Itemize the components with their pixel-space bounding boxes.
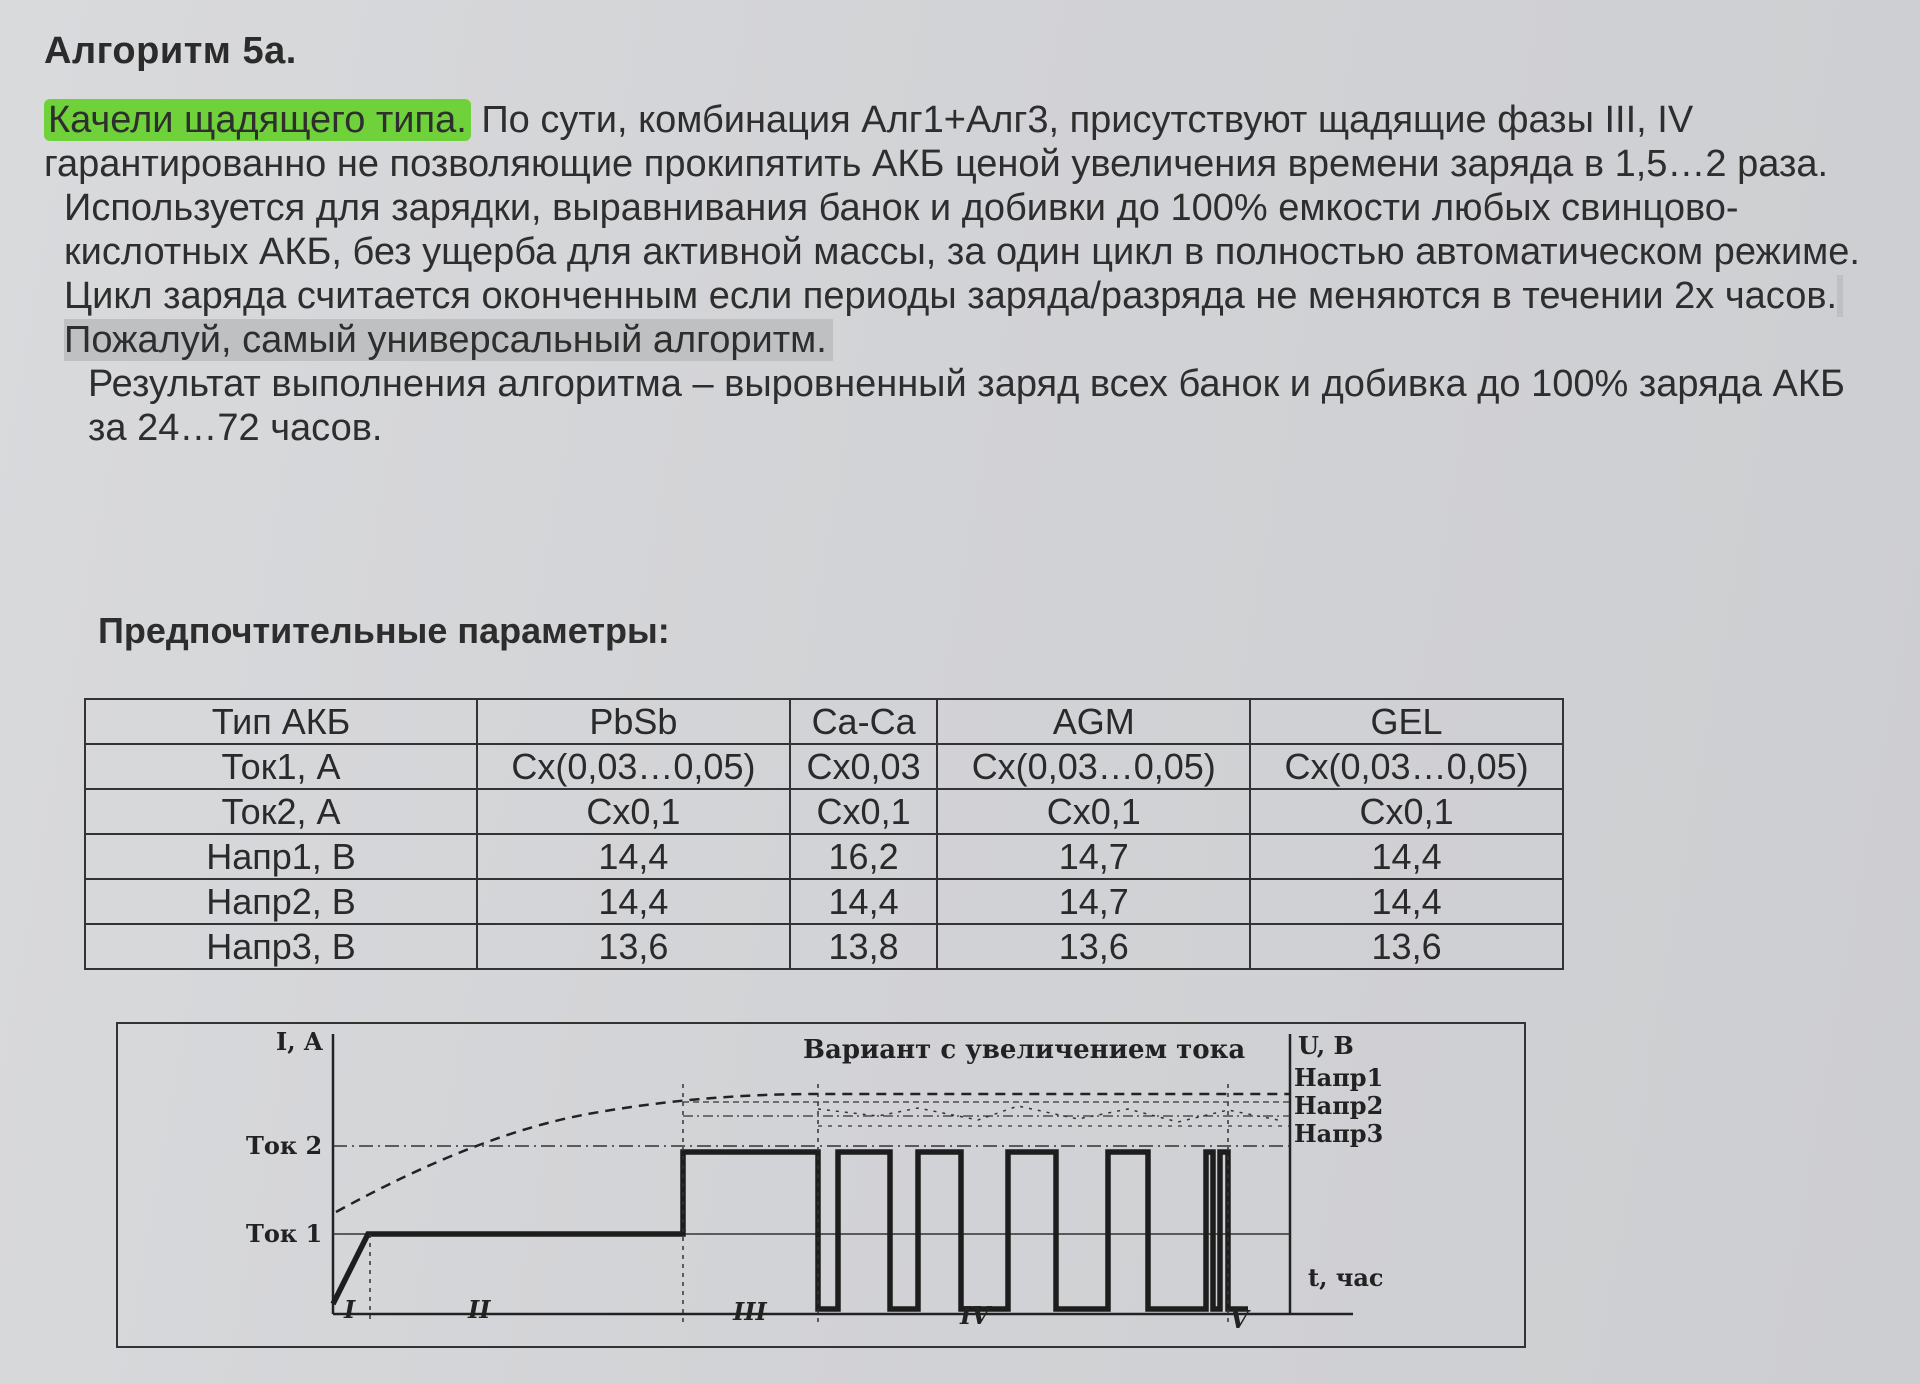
table-header-cell: PbSb: [477, 699, 790, 744]
table-row-label: Ток1, А: [85, 744, 477, 789]
phase-label-ii: II: [468, 1295, 491, 1324]
napr2-label: Напр2: [1294, 1091, 1384, 1120]
table-cell: 13,6: [477, 924, 790, 969]
napr1-label: Напр1: [1294, 1063, 1384, 1092]
parameters-subheading: Предпочтительные параметры:: [98, 610, 670, 651]
diagram-title: Вариант с увеличением тока: [803, 1035, 1246, 1065]
tok1-label: Ток 1: [246, 1219, 323, 1248]
current-waveform: [333, 1152, 1248, 1309]
phase-label-iv: IV: [960, 1301, 990, 1330]
paragraph-2-text: Используется для зарядки, выравнивания банок и добивки до 100% емкости любых свинцово-кислотных АКБ, без ущерба для активной массы, за один цикл в полностью автоматическом режиме. Цикл заряда считается оконченным если периоды заряда/разряда не меняются в течении 2х часов.: [64, 187, 1860, 317]
table-cell: Cx(0,03…0,05): [937, 744, 1250, 789]
phase-label-iii: III: [733, 1297, 767, 1326]
table-header-cell: Ca-Ca: [790, 699, 938, 744]
algorithm-heading: Алгоритм 5а.: [44, 30, 297, 72]
table-row-label: Напр3, В: [85, 924, 477, 969]
description-text: [44, 98, 1874, 450]
table-row: [85, 879, 1563, 924]
table-row: [85, 744, 1563, 789]
table-cell: Cx0,1: [790, 789, 938, 834]
phase-label-v: V: [1230, 1305, 1249, 1334]
table-cell: 14,4: [1250, 834, 1563, 879]
table-cell: 14,4: [477, 879, 790, 924]
table-cell: Cx(0,03…0,05): [477, 744, 790, 789]
paragraph-3: Результат выполнения алгоритма – выровненный заряд всех банок и добивка до 100% заряда АКБ за 24…72 часов.: [88, 363, 1845, 449]
table-cell: Cx(0,03…0,05): [1250, 744, 1563, 789]
table-cell: 13,8: [790, 924, 938, 969]
table-cell: 14,7: [937, 834, 1250, 879]
table-row-label: Ток2, А: [85, 789, 477, 834]
highlighted-sentence: Пожалуй, самый универсальный алгоритм.: [64, 275, 1843, 361]
table-cell: 13,6: [1250, 924, 1563, 969]
y-right-label: U, B: [1298, 1031, 1354, 1060]
paragraph-2: [64, 186, 1874, 362]
table-cell: 14,7: [937, 879, 1250, 924]
table-row: [85, 789, 1563, 834]
x-axis-label: t, час: [1308, 1263, 1384, 1292]
table-cell: 14,4: [1250, 879, 1563, 924]
table-cell: Cx0,03: [790, 744, 938, 789]
table-cell: Cx0,1: [477, 789, 790, 834]
table-cell: Cx0,1: [937, 789, 1250, 834]
table-cell: 13,6: [937, 924, 1250, 969]
table-header-cell: AGM: [937, 699, 1250, 744]
table-cell: Cx0,1: [1250, 789, 1563, 834]
phase-label-i: I: [344, 1295, 356, 1324]
table-cell: 14,4: [790, 879, 938, 924]
y-left-label: I, A: [276, 1027, 323, 1056]
parameters-table: [84, 698, 1564, 970]
napr3-label: Напр3: [1294, 1119, 1384, 1148]
charge-diagram: [116, 1022, 1526, 1348]
table-header-cell: Тип АКБ: [85, 699, 477, 744]
table-header-row: [85, 699, 1563, 744]
table-row-label: Напр2, В: [85, 879, 477, 924]
table-cell: 14,4: [477, 834, 790, 879]
table-row-label: Напр1, В: [85, 834, 477, 879]
highlighted-phrase: Качели щадящего типа.: [44, 99, 471, 141]
table-row: [85, 924, 1563, 969]
table-header-cell: GEL: [1250, 699, 1563, 744]
voltage-ripple: [818, 1106, 1278, 1122]
tok2-label: Ток 2: [246, 1131, 323, 1160]
table-row: [85, 834, 1563, 879]
paragraph-1-text: По сути, комбинация Алг1+Алг3, присутствуют щадящие фазы III, IV гарантированно не позволяющие прокипятить АКБ ценой увеличения времени заряда в 1,5…2 раза.: [44, 99, 1829, 185]
table-cell: 16,2: [790, 834, 938, 879]
charge-diagram-svg: [118, 1024, 1524, 1346]
paragraph-1: [44, 98, 1874, 186]
